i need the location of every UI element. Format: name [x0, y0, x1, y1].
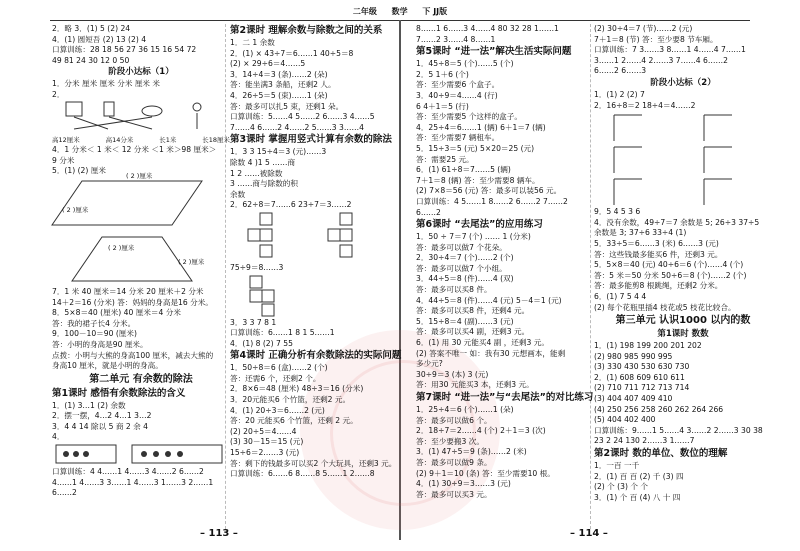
division-svg — [594, 111, 769, 207]
shape-label: ( 2 )厘米 — [62, 205, 89, 214]
answer-line: 6．(1) 7 5 4 4 — [594, 291, 647, 301]
answer-line: 3．4 4 14 除以 5 商 2 余 4 — [52, 421, 148, 431]
answer-line: (4) 250 256 258 260 262 264 266 — [594, 404, 724, 414]
answer-line: 答：剩下的钱最多可以买2 个大玩具，还剩3 元。 — [230, 458, 397, 468]
answer-line: 答：还需6 个，还剩2 个。 — [230, 373, 321, 383]
answer-line: 6 4＋1＝5 (行) — [416, 101, 469, 111]
answer-line: 答：最多可以买8 件。 — [416, 285, 492, 295]
answer-line: 答：小明的身高是90 厘米。 — [52, 339, 148, 349]
answer-line: 1．(1) 198 199 200 201 202 — [594, 341, 702, 351]
building-icon — [66, 102, 82, 116]
bead-icon — [177, 451, 183, 457]
answer-line: 口算训练：9……1 5……4 3……2 2……3 30 38 — [594, 425, 763, 435]
answer-line: 口算训练：7 3……3 8……1 4……4 7……1 — [594, 45, 746, 55]
lesson-title: 第5课时 “进一法”解决生活实际问题 — [416, 46, 572, 58]
answer-line: (2) 答案不唯一 如：我有30 元想画本，能剩 — [416, 348, 566, 358]
bead-icon — [153, 451, 159, 457]
shape-label: ( 2 )厘米 — [108, 243, 135, 252]
boxes-svg — [230, 274, 405, 318]
answer-line: 答：最多可以买3 元。 — [416, 489, 492, 499]
answer-line: 3．(1) 个 百 (4) 八 十 四 — [594, 492, 681, 502]
bead-icon — [165, 451, 171, 457]
answer-line: 6……2 — [416, 207, 441, 217]
digit-box — [260, 213, 272, 225]
answer-line: 4……1 4……3 3……1 4……3 1……3 2……1 — [52, 477, 214, 487]
page-header — [0, 6, 800, 17]
figure-label: 高14分米 — [105, 135, 134, 144]
digit-box — [248, 229, 260, 241]
answer-line: 2．略 3．(1) 5 (2) 24 — [52, 24, 131, 33]
answer-line: 1．45÷8＝5 (个)……5 (个) — [416, 59, 514, 69]
digit-box — [328, 229, 340, 241]
can-icon — [104, 102, 114, 116]
unit-title: 第三单元 认识1000 以内的数 — [615, 315, 751, 327]
answer-line: 49 81 24 30 12 0 50 — [52, 55, 130, 65]
answer-line: 口算训练：4 5……1 8……2 6……2 7……2 — [416, 196, 568, 206]
answer-line: 7＋1＝8 (辆) 答：至少需要8 辆车。 — [416, 175, 540, 185]
lesson-title: 第7课时 “进一法”与“去尾法”的对比练习 — [416, 392, 594, 403]
answer-line: 1．(1) 2 (2) 7 — [594, 89, 645, 99]
answer-line: 4．25÷4＝6……1 (辆) 6＋1＝7 (辆) — [416, 122, 546, 132]
long-division-boxes — [230, 211, 408, 263]
answer-line: (2) 个 (3) 个 个 — [594, 482, 648, 492]
answer-line: 身高10 厘米，就是小明的身高。 — [52, 361, 163, 371]
abacus-figure — [52, 443, 230, 467]
answer-line: 14＋2＝16 (分米) 答：妈妈的身高是16 分米。 — [52, 297, 213, 307]
answer-line: 2． — [52, 89, 65, 99]
answer-line: 1．分米 厘米 厘米 分米 厘米 米 — [52, 79, 161, 89]
division-label: 除数 4 )1 5 ……商 — [230, 157, 296, 167]
answer-line: 5．(1) (2) 厘米 — [52, 166, 106, 176]
page-number-left: – 113 – — [200, 528, 238, 539]
answer-line: 75÷9＝8……3 — [230, 262, 284, 272]
matching-figure — [52, 101, 230, 135]
digit-box — [260, 245, 272, 257]
answer-line: 6．(1) 用 30 元能买4 副 ，还剩3 元。 — [416, 338, 549, 348]
answer-line: 30÷9＝3 (本) 3 (元) — [416, 369, 489, 379]
answer-line: 4．(1) 30÷9＝3……3 (元) — [416, 479, 511, 489]
answer-line: 余数是 3; 37÷6 33÷4 (1) — [594, 228, 687, 238]
digit-box — [250, 290, 262, 302]
answer-line: 4．1 分米＜ 1 米＜ 12 分米 ＜1 米＞98 厘米＞ — [52, 145, 217, 155]
shoe-icon — [142, 106, 162, 116]
answer-line: (3) 404 407 409 410 — [594, 394, 673, 404]
boxes-svg — [230, 211, 405, 263]
answer-line: 6……2 6……3 — [594, 66, 647, 76]
answer-line: (2) 710 711 712 713 714 — [594, 383, 690, 393]
bead-icon — [73, 451, 79, 457]
parallelogram-shape — [52, 181, 202, 225]
bead-icon — [141, 451, 147, 457]
answer-line: 1．3 3 15÷4＝3 (元)……3 — [230, 147, 327, 157]
bead-icon — [63, 451, 69, 457]
answer-line: 答：我的裙子长4 分米。 — [52, 318, 136, 328]
answer-line: 答：5 米＝50 分米 50÷6＝8 (个)……2 (个) — [594, 270, 747, 280]
answer-line: 3．14÷4＝3 (条)……2 (朵) — [230, 69, 328, 79]
answer-line: 8．5×8＝40 (厘米) 40 厘米＝4 分米 — [52, 308, 181, 318]
answer-line: 1．50 ÷ 7＝7 (个) …… 1 (分米) — [416, 232, 531, 242]
answer-line: 7．1 米 40 厘米＝14 分米 20 厘米＋2 分米 — [52, 286, 204, 296]
answer-line: (3) 330 430 530 630 730 — [594, 362, 690, 372]
edition-label: 下 JJ版 — [422, 7, 448, 16]
answer-line: 4．(1) 圆短吾 (2) 13 (2) 4 — [52, 34, 147, 44]
answer-line: 1．一百 一千 — [594, 461, 640, 471]
answer-line: 9．100－10＝90 (厘米) — [52, 329, 137, 339]
subject-label: 数学 — [391, 7, 408, 16]
lesson-title: 第3课时 掌握用竖式计算有余数的除法 — [230, 134, 392, 146]
match-line — [74, 117, 152, 129]
answer-line: 2．(1) × 43÷7＝6……1 40÷5＝8 — [230, 48, 354, 58]
division-bracket — [614, 115, 642, 141]
lesson-title: 第2课时 数的单位、数位的理解 — [594, 448, 728, 460]
answer-line: 答：最多可以做7 个小组。 — [416, 263, 507, 273]
shape-label: ( 2 )厘米 — [178, 257, 205, 266]
figure-labels — [52, 135, 230, 146]
unit-title: 第二单元 有余数的除法 — [89, 373, 193, 385]
digit-box — [262, 304, 274, 316]
answer-column-2 — [230, 24, 408, 480]
answer-column-3 — [416, 24, 594, 500]
answer-line: 答：这些钱最多能买6 件，还剩3 元。 — [594, 249, 723, 259]
answer-line: 答：至少需要7 辆租车。 — [416, 133, 500, 143]
answer-line: 4．没有余数，49÷7＝7 余数是 5; 26÷3 37÷5 — [594, 217, 760, 227]
answer-line: 4．44÷5＝8 (件)……4 (元) 5－4＝1 (元) — [416, 295, 562, 305]
shapes-svg — [52, 177, 227, 287]
answer-line: (2) 每个花瓶里插4 枝花或5 枝花比较合。 — [594, 302, 736, 312]
division-label: 余数 — [230, 189, 246, 199]
lesson-title: 第6课时 “去尾法”的应用练习 — [416, 219, 543, 231]
stage-test-title: 阶段小达标（2） — [650, 77, 716, 88]
answer-line: 答：至少需要5 个这样的盒子。 — [416, 112, 522, 122]
answer-line: 9 分米 — [52, 155, 75, 165]
answer-column-1 — [52, 24, 230, 499]
answer-line: 2．8×6＝48 (厘米) 48÷3＝16 (分米) — [230, 384, 364, 394]
shape-label: ( 2 )厘米 — [126, 171, 153, 180]
answer-line: 3．(1) 47÷5＝9 (条)……2 (米) — [416, 447, 527, 457]
answer-line: 1．二 1 余数 — [230, 38, 275, 47]
digit-box — [340, 229, 352, 241]
answer-line: (5) 404 402 400 — [594, 415, 656, 425]
division-label: 3 ……商与除数的积 — [230, 179, 298, 189]
answer-line: 2．30÷4＝7 (个)……2 (个) — [416, 253, 514, 263]
answer-line: 口算训练：4 4……1 4……3 4……2 6……2 — [52, 467, 204, 477]
answer-line: 3……1 2……4 2……3 7……4 6……2 — [594, 55, 728, 65]
answer-line: 2．(1) 百 百 (2) 千 (3) 四 — [594, 471, 684, 481]
answer-line: (2) 20÷5＝4……4 — [230, 426, 297, 436]
answer-line: 答：用30 元能买3 本，还剩3 元。 — [416, 380, 534, 390]
answer-line: 4．26÷5＝5 (束)……1 (朵) — [230, 90, 328, 100]
answer-line: 1．(1) 3…1 (2) 余数 — [52, 400, 126, 410]
answer-line: (2) × 29÷6＝4……5 — [230, 59, 306, 69]
girl-icon — [193, 103, 201, 111]
division-label: 1 2 ……被除数 — [230, 168, 283, 178]
answer-line: 1．50÷8＝6 (盒)……2 (个) — [230, 363, 328, 373]
figure-label: 长1米 — [159, 135, 177, 144]
answer-line: 4．(1) 8 (2) 7 55 — [230, 338, 293, 348]
division-bracket — [704, 147, 732, 173]
answer-line: 9．5 4 5 3 6 — [594, 207, 641, 217]
answer-column-4 — [594, 24, 772, 503]
answer-line: (3) 30－15＝15 (元) — [230, 437, 304, 447]
answer-line: 1．25÷4＝6 (个)……1 (朵) — [416, 405, 514, 414]
answer-line: (2) 980 985 990 995 — [594, 351, 673, 361]
answer-line: 4．(1) 20÷3＝6……2 (元) — [230, 405, 325, 415]
answer-line: 2．(1) 608 609 610 611 — [594, 372, 685, 382]
answer-line: 15÷6＝2……3 (元) — [230, 448, 300, 458]
answer-line: 6．(1) 61÷8＝7……5 (辆) — [416, 165, 511, 175]
answer-line: 答：最多可以做6 个。 — [416, 415, 492, 425]
answer-line: 答：最多可以扎5 束，还剩1 朵。 — [230, 101, 344, 111]
answer-line: 5．15÷8＝4 (副)……3 (元) — [416, 316, 514, 326]
lesson-title: 第4课时 正确分析有余数除法的实际问题 — [230, 350, 402, 362]
digit-box — [250, 276, 262, 288]
answer-line: 口算训练：6……6 8……8 5……1 2……8 — [230, 469, 375, 479]
stage-test-title: 阶段小达标（1） — [108, 67, 174, 78]
answer-line: 答：至少需要6 个盒子。 — [416, 80, 500, 90]
answer-line: 答：最多可以买8 件，还剩4 元。 — [416, 306, 530, 316]
bead-icon — [83, 451, 89, 457]
answer-line: 23 2 24 130 2……3 1……7 — [594, 436, 695, 446]
answer-line: 3．44÷5＝8 (件)……4 (双) — [416, 274, 514, 284]
answer-line: 答：最多可以买4 副，还剩3 元。 — [416, 327, 530, 337]
answer-line: 2．5 1＋6 (个) — [416, 69, 469, 79]
lesson-title: 第1课时 数数 — [657, 329, 709, 340]
answer-line: 7……4 6……2 4……2 5……3 3……4 — [230, 122, 364, 132]
vertical-division-figure — [594, 111, 772, 207]
answer-line: (2) 30÷4＝7 (节)……2 (元) — [594, 24, 693, 33]
digit-box — [340, 213, 352, 225]
answer-line: 5．15÷3＝5 (元) 5×20＝25 (元) — [416, 143, 535, 153]
answer-line: 3．3 3 7 8 1 — [230, 317, 277, 327]
answer-line: 多少元? — [416, 359, 443, 369]
division-bracket — [614, 179, 642, 205]
answer-line: 3．20元能买6 个竹篮，还剩2 元。 — [230, 395, 351, 405]
answer-line: 答：最多可以做9 条。 — [416, 457, 492, 467]
page-number-right: – 114 – — [570, 528, 608, 539]
answer-line: 2．62÷8＝7……6 23÷7＝3……2 — [230, 200, 352, 210]
figure-label: 长18厘米 — [202, 135, 230, 144]
matching-svg — [52, 101, 227, 135]
long-division-boxes — [230, 274, 408, 318]
answer-line: 口算训练：6……1 8 1 5……1 — [230, 328, 335, 338]
answer-line: 3．40÷9＝4……4 (行) — [416, 90, 498, 100]
answer-line: 7……2 3……4 8……1 — [416, 34, 496, 44]
answer-line: 口算训练：28 18 56 27 36 15 16 54 72 — [52, 45, 197, 55]
answer-line: 4． — [52, 432, 65, 442]
answer-line: 7＋1＝8 (节) 答：至少要8 节车厢。 — [594, 34, 718, 44]
digit-box — [260, 229, 272, 241]
answer-line: 5．5×8＝40 (元) 40÷6＝6 (个)……4 (个) — [594, 260, 744, 270]
figure-label: 高12厘米 — [52, 135, 80, 144]
digit-box — [340, 245, 352, 257]
answer-line: 答：20 元能买6 个竹篮，还剩 2 元。 — [230, 416, 358, 426]
division-bracket — [704, 179, 732, 205]
answer-line: 2．16÷8＝2 18÷4＝4……2 — [594, 100, 696, 110]
grade-label: 二年级 — [352, 7, 377, 16]
lesson-title: 第1课时 感悟有余数除法的含义 — [52, 387, 186, 399]
answer-line: 5．33÷5＝6……3 (米) 6……3 (元) — [594, 238, 719, 248]
answer-line: 2．18÷7＝2……4 (个) 2＋1＝3 (次) — [416, 426, 546, 436]
answer-line: (2) 9＋1＝10 (条) 答：至少需要10 根。 — [416, 468, 555, 478]
answer-line: 答：能坐满3 条船，还剩2 人。 — [230, 80, 336, 90]
digit-box — [262, 290, 274, 302]
answer-line: 答：至少要搬3 次。 — [416, 436, 484, 446]
answer-line: 答：最多能剪8 根跳绳，还剩2 分米。 — [594, 281, 723, 291]
lesson-title: 第2课时 理解余数与除数之间的关系 — [230, 25, 383, 36]
answer-line: 2．摆一摆，4…2 4…1 3…2 — [52, 411, 152, 421]
division-bracket — [704, 115, 732, 141]
answer-line: (2) 7×8＝56 (元) 答：最多可以装56 元。 — [416, 186, 562, 196]
answer-line: 点拨：小明与大熊的身高100 厘米，减去大熊的 — [52, 350, 214, 360]
answer-line: 答：需要25 元。 — [416, 154, 474, 164]
division-bracket — [614, 147, 642, 173]
abacus-svg — [52, 443, 227, 467]
answer-line: 口算训练：5……4 5……2 6……3 4……5 — [230, 112, 375, 122]
match-line — [74, 117, 108, 129]
answer-line: 8……1 6……3 4……4 80 32 28 1……1 — [416, 24, 559, 33]
answer-line: 答：最多可以做7 个花朵。 — [416, 242, 507, 252]
answer-line: 6……2 — [52, 488, 77, 498]
